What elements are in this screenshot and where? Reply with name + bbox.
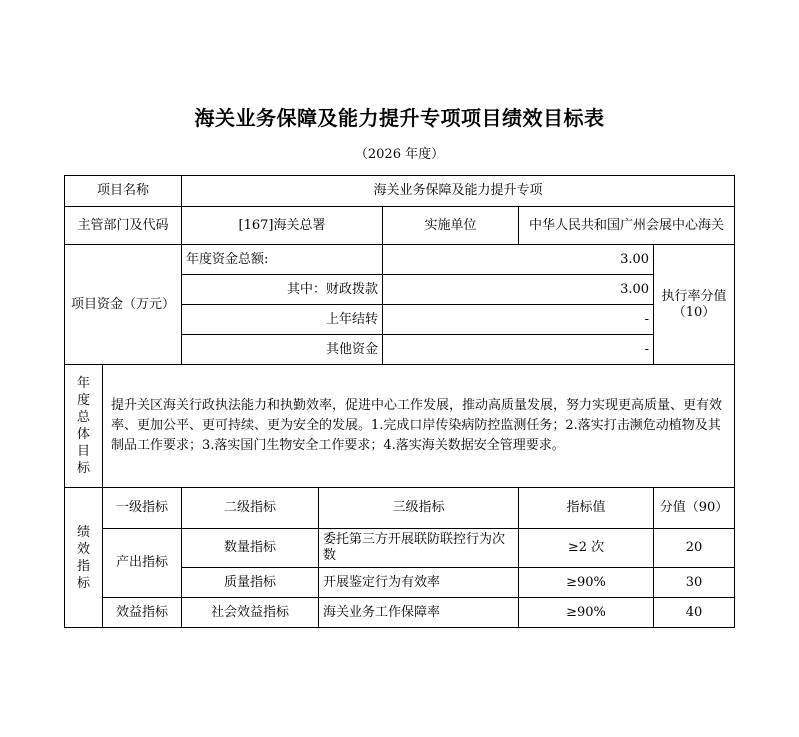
level3-indicator: 开展鉴定行为有效率 <box>319 568 519 598</box>
level3-indicator: 海关业务工作保障率 <box>319 598 519 628</box>
level1-output: 产出指标 <box>103 529 182 598</box>
performance-indicators-label-text: 绩效指标 <box>77 524 91 591</box>
fiscal-allocation-label: 其中：财政拨款 <box>182 275 383 305</box>
indicator-header-row <box>65 488 735 529</box>
other-funds-value: - <box>383 335 654 365</box>
annual-total-label: 年度资金总额: <box>182 245 383 275</box>
annual-goal-label <box>65 365 103 488</box>
level2-quality: 质量指标 <box>182 568 319 598</box>
annual-goal-row <box>65 365 735 488</box>
performance-indicators-label <box>65 488 103 628</box>
level2-social-benefit: 社会效益指标 <box>182 598 319 628</box>
project-name-row <box>65 176 735 207</box>
annual-total-value: 3.00 <box>383 245 654 275</box>
indicator-score: 20 <box>654 529 735 568</box>
annual-goal-text: 提升关区海关行政执法能力和执勤效率，促进中心工作发展，推动高质量发展，努力实现更高质量、更有效率、更加公平、更可持续、更为安全的发展。1.完成口岸传染病防控监测任务；2.落实打击濒危动植物及其制品工作要求；3.落实国门生物安全工作要求；4.落实海关数据安全管理要求。 <box>103 365 735 488</box>
performance-goal-table <box>64 175 735 628</box>
level2-quantity: 数量指标 <box>182 529 319 568</box>
page-title: 海关业务保障及能力提升专项项目绩效目标表 <box>194 106 605 130</box>
level1-benefit: 效益指标 <box>103 598 182 628</box>
indicator-value-header: 指标值 <box>519 488 654 529</box>
indicator-value: ≥90% <box>519 568 654 598</box>
fiscal-allocation-value: 3.00 <box>383 275 654 305</box>
indicator-row <box>65 598 735 628</box>
annual-goal-label-text: 年度总体目标 <box>77 376 91 476</box>
carryover-value: - <box>383 305 654 335</box>
level1-header: 一级指标 <box>103 488 182 529</box>
fiscal-year: （2026 年度） <box>354 147 445 162</box>
project-name-label: 项目名称 <box>65 176 182 207</box>
score-header: 分值（90） <box>654 488 735 529</box>
execution-rate-score: 执行率分值（10） <box>654 245 735 365</box>
funds-total-row <box>65 245 735 275</box>
department-label: 主管部门及代码 <box>65 207 182 245</box>
project-funds-label: 项目资金（万元） <box>65 245 182 365</box>
implementing-unit-value: 中华人民共和国广州会展中心海关 <box>519 207 735 245</box>
project-name-value: 海关业务保障及能力提升专项 <box>182 176 735 207</box>
indicator-score: 40 <box>654 598 735 628</box>
indicator-score: 30 <box>654 568 735 598</box>
level2-header: 二级指标 <box>182 488 319 529</box>
level3-indicator: 委托第三方开展联防联控行为次数 <box>319 529 519 568</box>
indicator-value: ≥90% <box>519 598 654 628</box>
level3-header: 三级指标 <box>319 488 519 529</box>
department-value: [167]海关总署 <box>182 207 383 245</box>
implementing-unit-label: 实施单位 <box>383 207 519 245</box>
carryover-label: 上年结转 <box>182 305 383 335</box>
other-funds-label: 其他资金 <box>182 335 383 365</box>
indicator-value: ≥2 次 <box>519 529 654 568</box>
department-row <box>65 207 735 245</box>
indicator-row <box>65 529 735 568</box>
